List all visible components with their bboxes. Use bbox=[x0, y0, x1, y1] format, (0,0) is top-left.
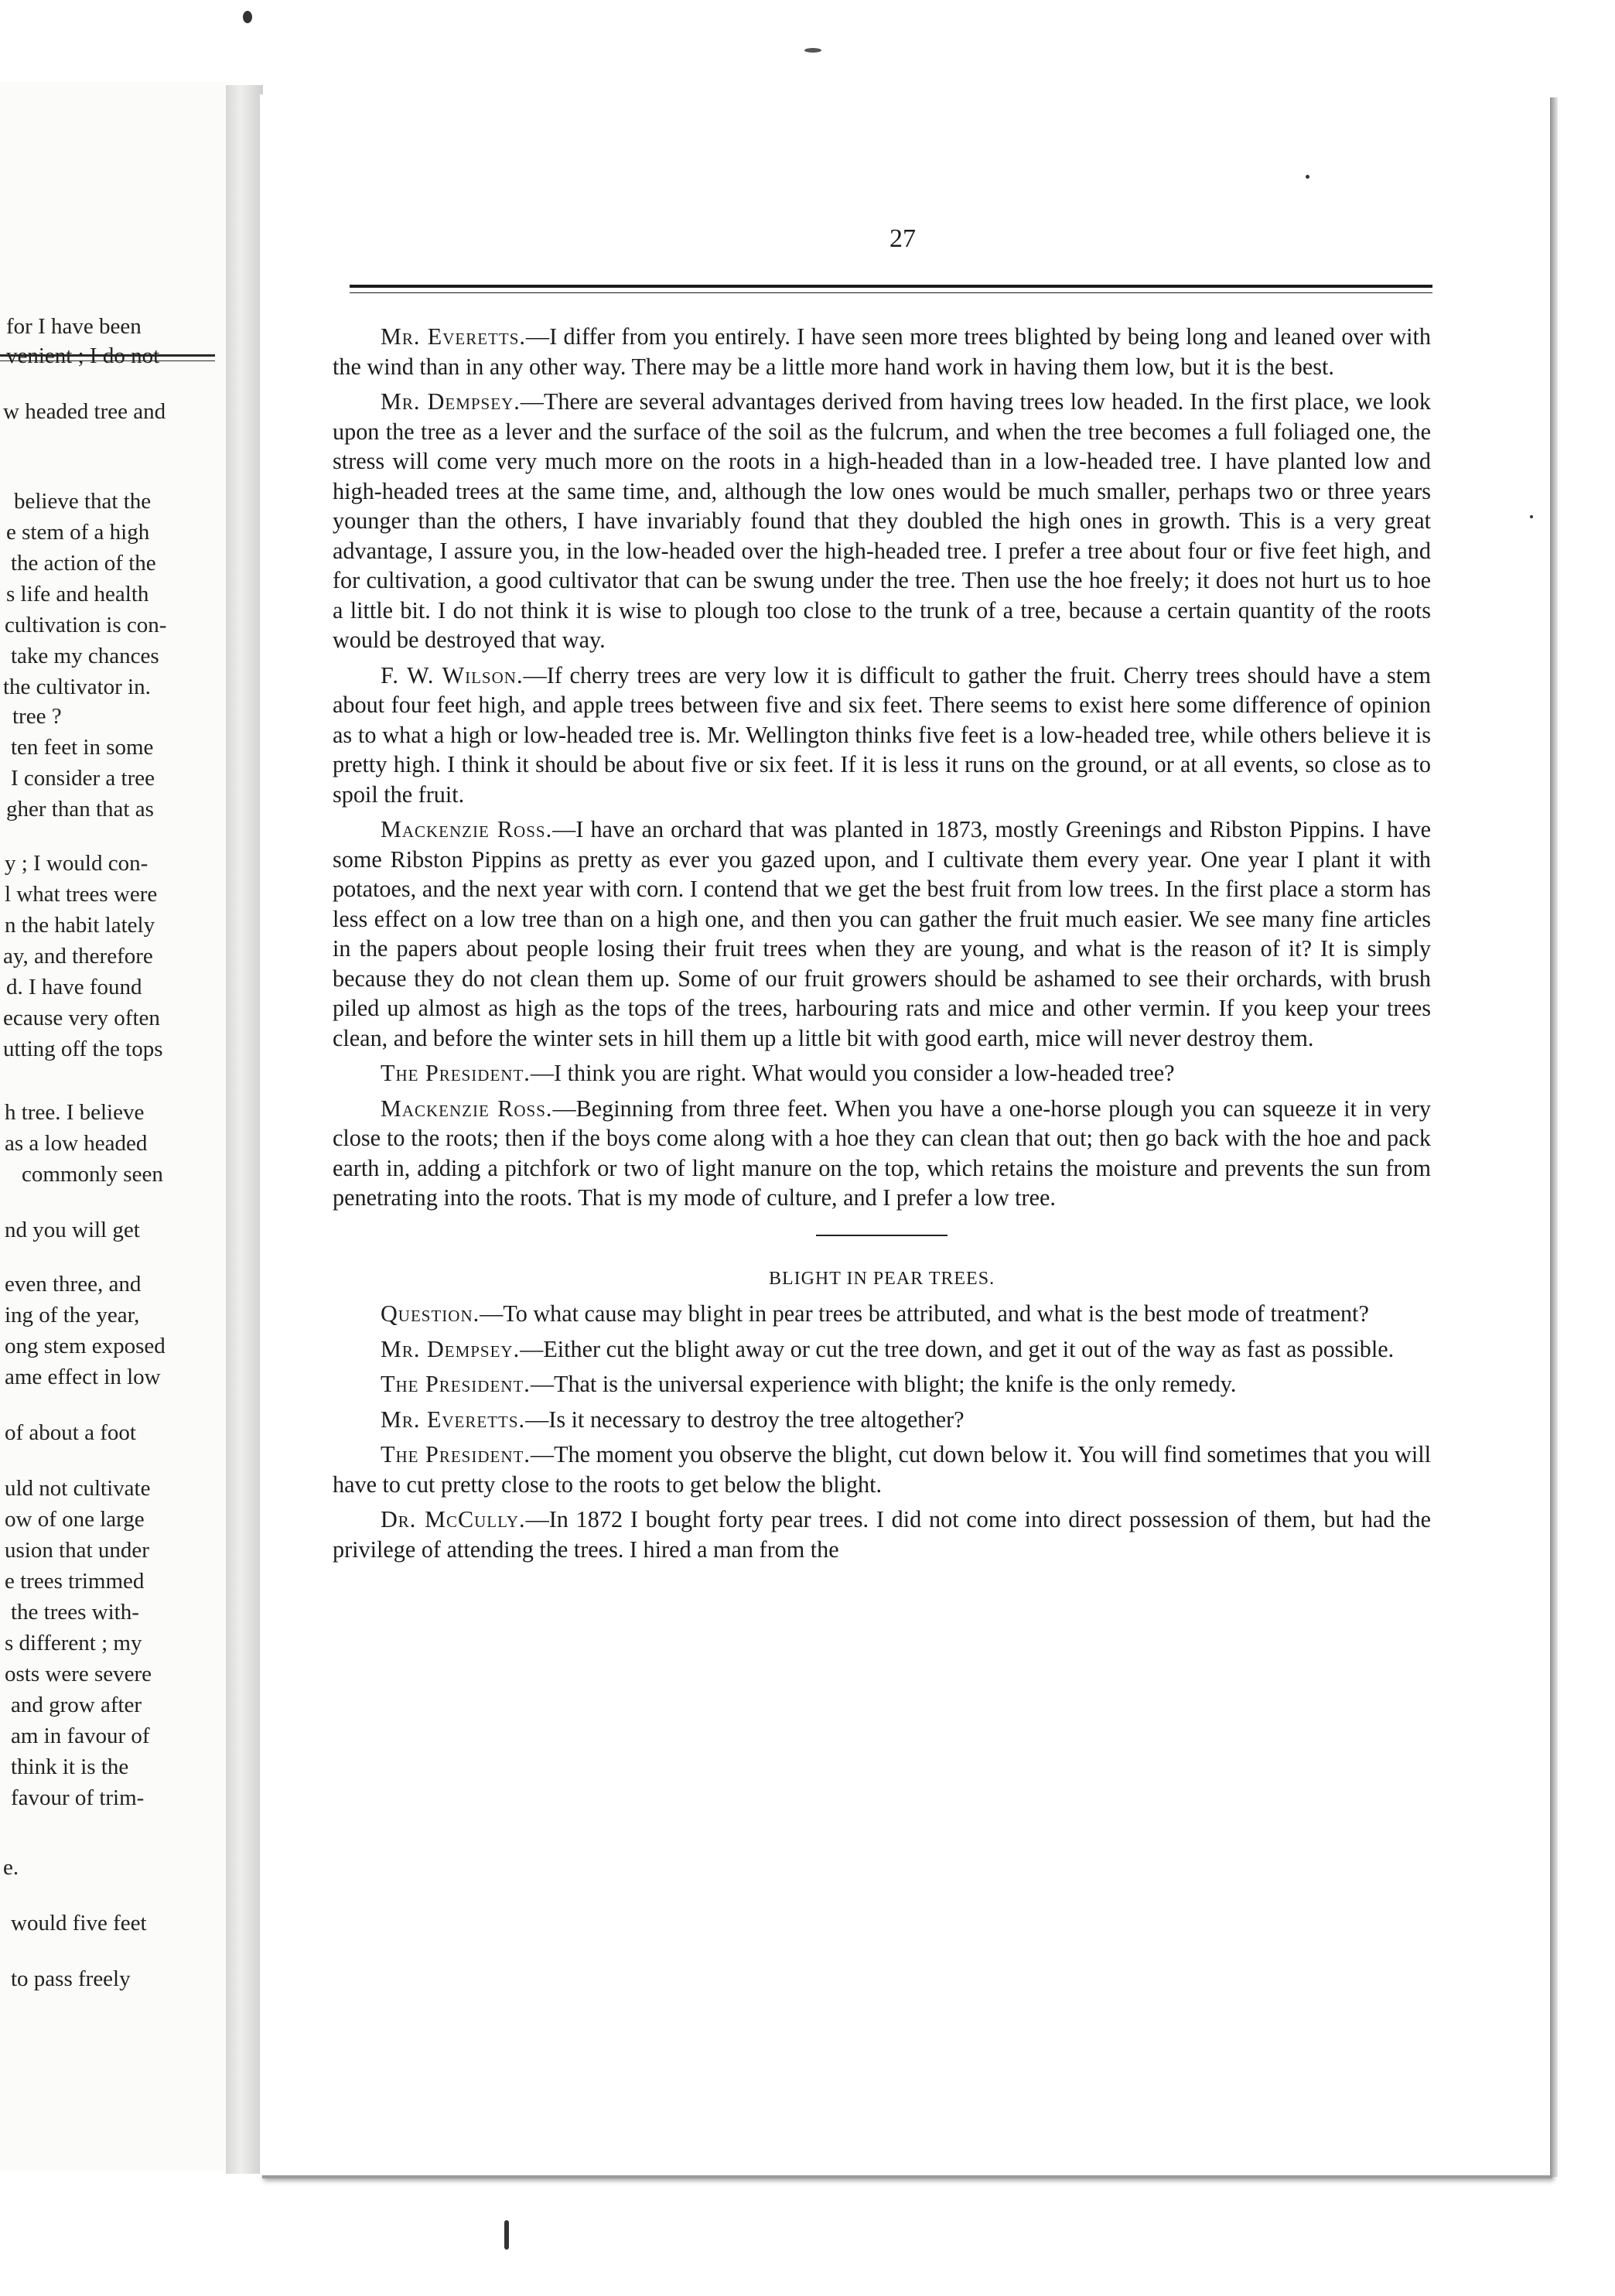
scan-speck bbox=[243, 11, 252, 23]
left-line: uld not cultivate bbox=[5, 1476, 151, 1501]
left-line: utting off the tops bbox=[3, 1037, 163, 1061]
paragraph-text: —I think you are right. What would you consider a low-headed tree? bbox=[530, 1060, 1175, 1086]
left-line: the cultivator in. bbox=[3, 675, 151, 699]
scan-speck bbox=[1530, 515, 1533, 518]
left-line: gher than that as bbox=[6, 797, 154, 822]
left-line: usion that under bbox=[5, 1538, 149, 1563]
speaker-name: Mr. Everetts. bbox=[381, 323, 526, 350]
left-line: e stem of a high bbox=[6, 520, 150, 545]
speaker-name: The President. bbox=[381, 1371, 531, 1397]
book-gutter bbox=[226, 85, 263, 2174]
left-line: and grow after bbox=[11, 1693, 142, 1717]
left-line: cultivation is con- bbox=[5, 613, 167, 637]
paragraph bbox=[333, 1058, 1431, 1088]
speaker-name: Mr. Everetts. bbox=[381, 1406, 526, 1433]
section-title: BLIGHT IN PEAR TREES. bbox=[768, 1268, 995, 1289]
page-edge-shadow bbox=[1550, 97, 1558, 2177]
scan-speck bbox=[804, 48, 821, 53]
paragraph-text: —I have an orchard that was planted in 1873, mostly Greenings and Ribston Pippins. I have some Ribston Pippins as pretty as ever you gazed upon, and I cultivate them every year. One year I plant it with potatoes, and the next year with corn. I contend that we get the best fruit from low trees. In the first place a storm has less effect on a low tree than on a high one, and then you can gather the fruit much easier. We see many fine articles in the papers about people losing their fruit trees when they are young, and what is the reason of it? It is simply because they do not clean them up. Some of our fruit growers should be ashamed to see their orchards, with brush piled up almost as high as the tops of the trees, harbouring rats and mice and other vermin. If you keep your trees clean, and before the winter sets in hill them up a little bit with good earth, mice will never destroy them. bbox=[333, 816, 1432, 1051]
header-rule bbox=[350, 285, 1432, 288]
left-line: think it is the bbox=[11, 1754, 129, 1779]
left-line: n the habit lately bbox=[5, 913, 155, 938]
speaker-name: Question. bbox=[381, 1300, 480, 1327]
left-line: l what trees were bbox=[5, 882, 158, 907]
paragraph-text: —To what cause may blight in pear trees be attributed, and what is the best mode of treatment? bbox=[480, 1300, 1369, 1327]
left-line: w headed tree and bbox=[3, 399, 166, 424]
left-line: would five feet bbox=[11, 1911, 147, 1936]
main-text-column bbox=[333, 322, 1431, 1570]
left-line: as a low headed bbox=[5, 1131, 148, 1156]
paragraph bbox=[333, 1440, 1431, 1499]
paragraph bbox=[333, 322, 1431, 381]
left-line: the trees with- bbox=[11, 1600, 139, 1625]
speaker-name: F. W. Wilson. bbox=[381, 661, 524, 688]
paragraph bbox=[333, 1094, 1431, 1213]
paragraph-text: —In 1872 I bought forty pear trees. I did not come into direct possession of them, but had the privilege of attending the trees. I hired a man from the bbox=[333, 1506, 1431, 1563]
paragraph-text: —If cherry trees are very low it is difficult to gather the fruit. Cherry trees should have a stem about four feet high, and apple trees between five and six feet. There seems to exist here some difference of opinion as to what a high or low-headed tree is. Mr. Wellington thinks five feet is a low-headed tree, while others believe it is pretty high. I think it should be about five or six feet. If it is less it runs on the ground, or at all events, so close as to spoil the fruit. bbox=[333, 661, 1432, 808]
paragraph-text: —That is the universal experience with blight; the knife is the only remedy. bbox=[530, 1371, 1237, 1397]
left-line: s life and health bbox=[6, 582, 149, 606]
left-line: favour of trim- bbox=[11, 1785, 145, 1810]
paragraph bbox=[333, 1405, 1431, 1435]
speaker-name: Mr. Dempsey. bbox=[381, 388, 521, 415]
left-line: ay, and therefore bbox=[3, 944, 153, 969]
paragraph bbox=[333, 815, 1431, 1053]
header-rule-thin bbox=[350, 292, 1432, 293]
left-line: ecause very often bbox=[3, 1006, 160, 1030]
paragraph bbox=[333, 1299, 1431, 1329]
left-line: y ; I would con- bbox=[5, 851, 149, 876]
paragraph bbox=[333, 1369, 1431, 1399]
speaker-name: Mr. Dempsey. bbox=[381, 1335, 521, 1362]
paragraph-text: —Beginning from three feet. When you have a one-horse plough you can squeeze it in very close to the roots; then if the boys come along with a hoe they can clean that out; then go back with the hoe and pack earth in, adding a pitchfork or two of light manure on the top, which retains the moisture and prevents the sun from penetrating into the roots. That is my mode of culture, and I prefer a low tree. bbox=[333, 1095, 1431, 1211]
paragraph bbox=[333, 661, 1431, 810]
left-line: am in favour of bbox=[11, 1724, 150, 1748]
left-line: ame effect in low bbox=[5, 1365, 161, 1389]
paragraph bbox=[333, 387, 1431, 655]
paragraph-text: —The moment you observe the blight, cut down below it. You will find sometimes that you will have to cut pretty close to the roots to get below the blight. bbox=[333, 1441, 1431, 1498]
page-number: 27 bbox=[889, 224, 916, 253]
left-line: take my chances bbox=[11, 644, 159, 668]
left-line: the action of the bbox=[11, 551, 156, 576]
paragraph-text: —There are several advantages derived from having trees low headed. In the first place, we look upon the tree as a lever and the surface of the soil as the fulcrum, and when the tree becomes a full foliaged one, the stress will come very much more on the roots in a high-headed than in a low-headed tree. I have planted low and high-headed trees at the same time, and, although the low ones would be much smaller, perhaps two or three years younger than the others, I have invariably found that they doubled the high ones in growth. This is a very great advantage, I assure you, in the low-headed over the high-headed tree. I prefer a tree about four or five feet high, and for cultivation, a good cultivator that can be swung under the tree. Then use the hoe freely; it does not hurt us to hoe a little bit. I do not think it is wise to plough too close to the trunk of a tree, because a certain quantity of the roots would be destroyed that way. bbox=[333, 388, 1431, 653]
speaker-name: The President. bbox=[381, 1060, 531, 1086]
left-line: commonly seen bbox=[22, 1162, 163, 1187]
left-line: for I have been bbox=[6, 314, 142, 339]
left-line: nd you will get bbox=[5, 1218, 140, 1242]
left-line: ong stem exposed bbox=[5, 1334, 166, 1358]
speaker-name: Mackenzie Ross. bbox=[381, 816, 553, 842]
left-line: e. bbox=[3, 1855, 19, 1880]
left-line: believe that the bbox=[14, 489, 152, 514]
paragraph-text: —Is it necessary to destroy the tree altogether? bbox=[525, 1406, 965, 1433]
left-line: e trees trimmed bbox=[5, 1569, 145, 1594]
left-facing-page bbox=[0, 82, 226, 2171]
speaker-name: Mackenzie Ross. bbox=[381, 1095, 553, 1122]
section-divider bbox=[816, 1235, 947, 1236]
left-line: even three, and bbox=[5, 1272, 142, 1297]
left-line: ten feet in some bbox=[11, 735, 154, 760]
scan-speck bbox=[1306, 175, 1309, 179]
left-line: h tree. I believe bbox=[5, 1100, 145, 1125]
left-line: of about a foot bbox=[5, 1420, 136, 1445]
left-line: ow of one large bbox=[5, 1507, 145, 1532]
left-line: tree ? bbox=[12, 704, 62, 729]
left-line: d. I have found bbox=[6, 975, 142, 999]
speaker-name: The President. bbox=[381, 1441, 531, 1467]
left-line: ing of the year, bbox=[5, 1303, 140, 1327]
scan-speck bbox=[504, 2220, 509, 2250]
paragraph-text: —I differ from you entirely. I have seen more trees blighted by being long and leaned over with the wind than in any other way. There may be a little more hand work in having them low, but it is the best. bbox=[333, 323, 1431, 380]
left-line: I consider a tree bbox=[11, 766, 155, 791]
speaker-name: Dr. McCully. bbox=[381, 1506, 526, 1532]
paragraph-text: —Either cut the blight away or cut the tree down, and get it out of the way as fast as possible. bbox=[520, 1335, 1395, 1362]
paragraph bbox=[333, 1505, 1431, 1564]
left-line: s different ; my bbox=[5, 1631, 142, 1655]
paragraph bbox=[333, 1334, 1431, 1365]
left-line: venient ; I do not bbox=[6, 343, 160, 368]
left-line: to pass freely bbox=[11, 1966, 131, 1991]
left-line: osts were severe bbox=[5, 1662, 152, 1686]
